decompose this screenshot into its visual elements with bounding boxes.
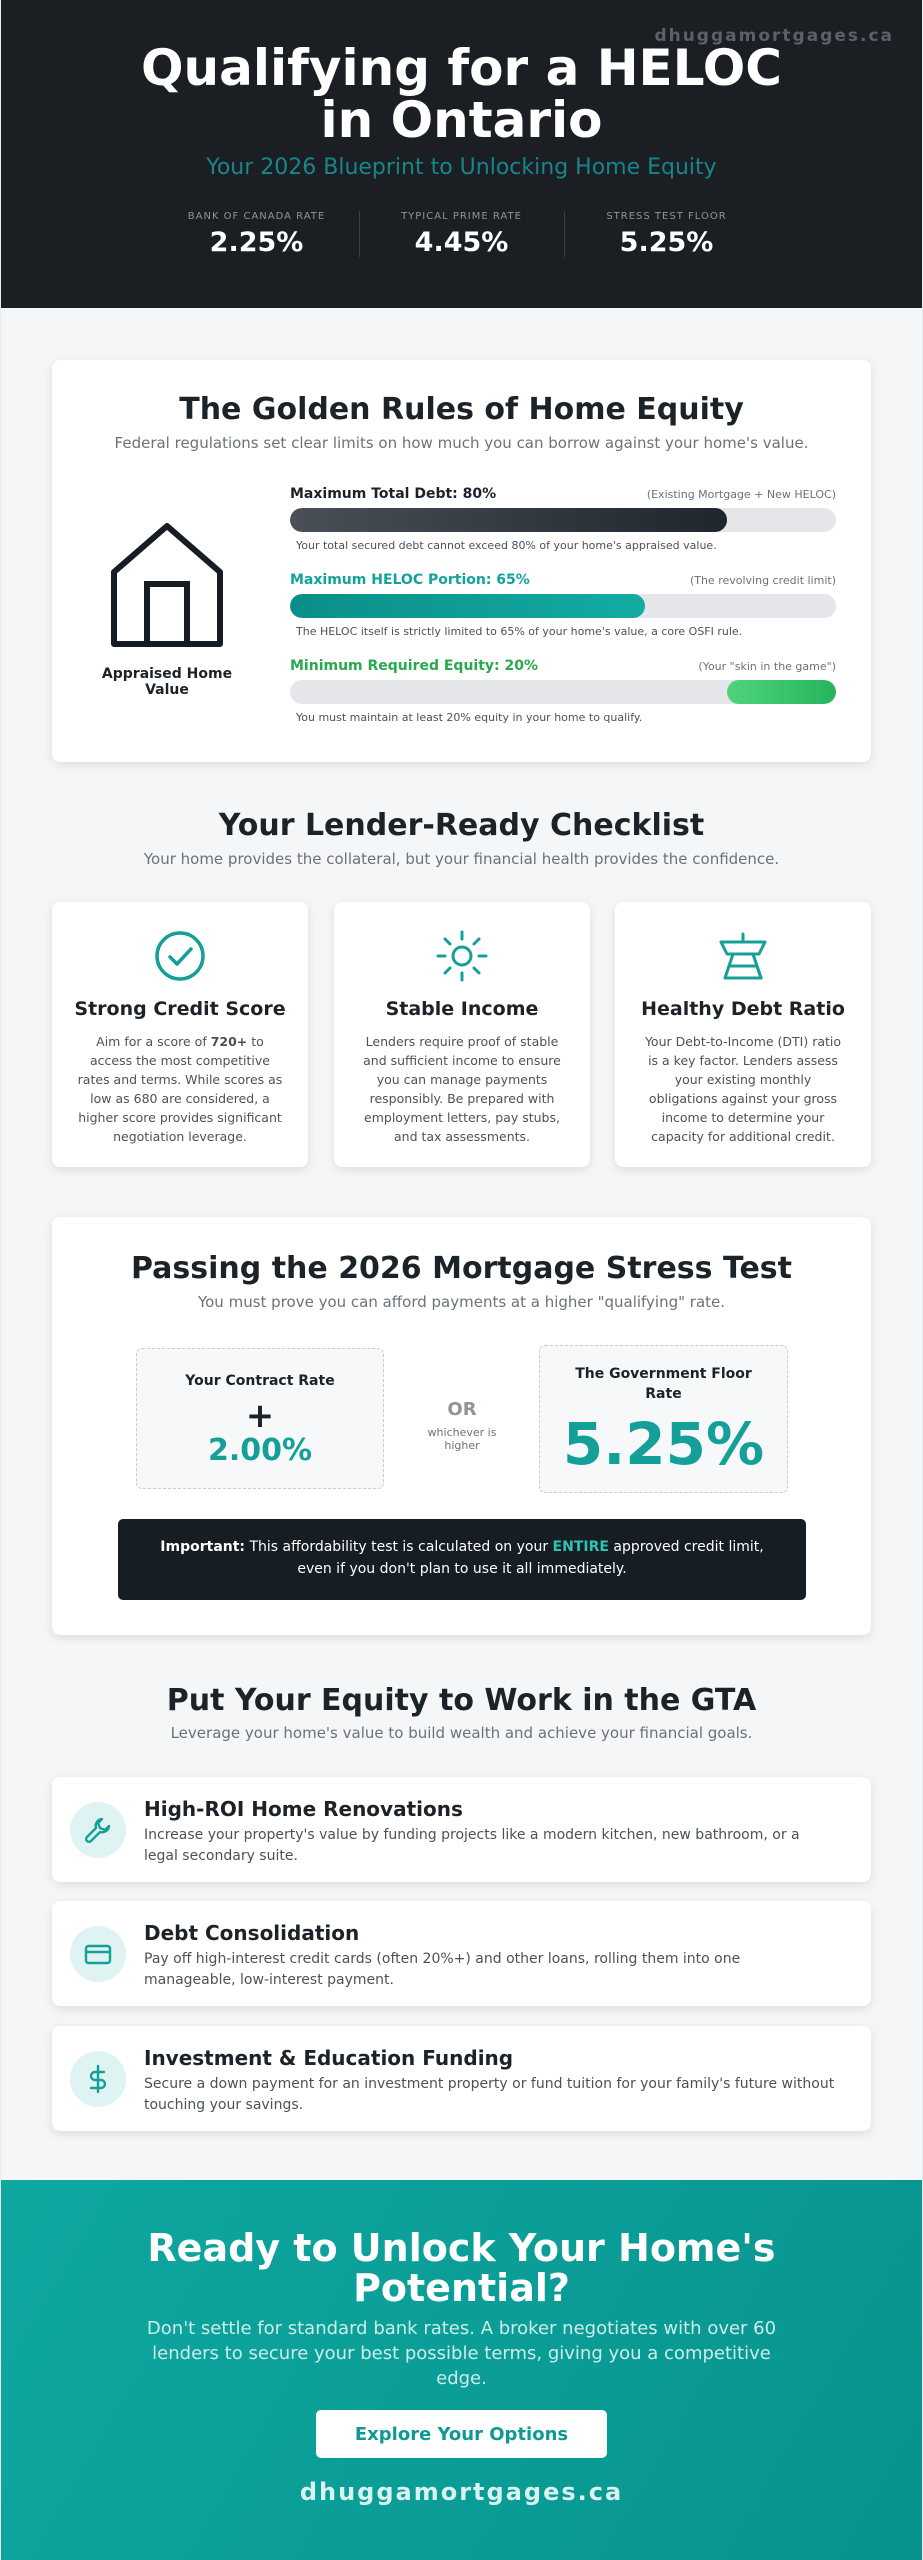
use-card-debt-consolidation bbox=[52, 1901, 871, 2006]
rate-label: TYPICAL PRIME RATE bbox=[401, 211, 522, 222]
bar-track bbox=[290, 508, 836, 532]
bar-fill bbox=[727, 680, 836, 704]
checklist-card-title: Stable Income bbox=[385, 998, 539, 1020]
rate-value: 5.25% bbox=[619, 227, 714, 258]
rate-label: STRESS TEST FLOOR bbox=[606, 211, 727, 222]
rate-prime bbox=[359, 211, 564, 258]
golden-rules-subtitle: Federal regulations set clear limits on how much you can borrow against your home's value. bbox=[114, 434, 809, 452]
notice-bold: Important: bbox=[160, 1539, 246, 1555]
checklist-card-text: Your Debt-to-Income (DTI) ratio is a key factor. Lenders assess your existing monthly obligations against your gross income to determine your capacity for additional credit. bbox=[644, 1034, 842, 1144]
bar-note: (Your "skin in the game") bbox=[698, 660, 836, 673]
floor-rate-value: 5.25% bbox=[562, 1410, 765, 1478]
use-card-title: Debt Consolidation bbox=[144, 1921, 360, 1945]
rate-stress-floor bbox=[564, 211, 769, 258]
stress-test-card bbox=[52, 1217, 871, 1635]
bar-title: Minimum Required Equity: 20% bbox=[290, 658, 539, 674]
checklist-card-title: Healthy Debt Ratio bbox=[641, 998, 845, 1020]
notice-highlight: ENTIRE bbox=[552, 1539, 609, 1555]
bar-max-total-debt bbox=[290, 486, 836, 572]
limit-bars bbox=[290, 486, 836, 744]
checklist-card-text: Aim for a score of 720+ to access the most competitive rates and terms. While scores as low as 680 are considered, a higher score provides significant negotiation leverage. bbox=[77, 1034, 283, 1144]
bar-fill bbox=[290, 594, 645, 618]
rate-value: 4.45% bbox=[414, 227, 509, 258]
stress-test-subtitle: You must prove you can afford payments at a higher "qualifying" rate. bbox=[197, 1293, 726, 1311]
checklist-card-text: Lenders require proof of stable and sufficient income to ensure you can manage payments responsibly. Be prepared with employment letters, pay stubs, and tax assessments. bbox=[363, 1034, 561, 1144]
cta-text: Don't settle for standard bank rates. A broker negotiates with over 60 lenders to secure your best possible terms, giving you a competitive edge. bbox=[146, 2318, 777, 2389]
page bbox=[1, 0, 922, 2560]
check-circle-icon bbox=[152, 928, 208, 984]
use-card-title: Investment & Education Funding bbox=[144, 2046, 514, 2070]
bar-note: (Existing Mortgage + New HELOC) bbox=[646, 488, 836, 501]
use-card-title: High-ROI Home Renovations bbox=[144, 1797, 463, 1821]
rate-value: 2.25% bbox=[209, 227, 304, 258]
footer-brand[interactable]: dhuggamortgages.ca bbox=[299, 2478, 624, 2506]
hero-header bbox=[1, 0, 922, 308]
bar-description: You must maintain at least 20% equity in your home to qualify. bbox=[296, 711, 643, 724]
bar-track bbox=[290, 680, 836, 704]
bar-description: Your total secured debt cannot exceed 80% of your home's appraised value. bbox=[296, 539, 717, 552]
cta-section bbox=[1, 2180, 922, 2560]
dollar-icon bbox=[70, 2051, 126, 2107]
house-label: Appraised Home Value bbox=[101, 666, 233, 698]
sun-icon bbox=[434, 928, 490, 984]
bar-fill bbox=[290, 508, 727, 532]
explore-options-button[interactable]: Explore Your Options bbox=[316, 2410, 607, 2458]
checklist-card-debt-ratio bbox=[615, 902, 871, 1167]
or-divider bbox=[412, 1399, 512, 1452]
bar-title: Maximum HELOC Portion: 65% bbox=[290, 572, 530, 588]
use-card-text: Increase your property's value by funding projects like a modern kitchen, new bathroom, or a legal secondary suite. bbox=[144, 1827, 800, 1864]
important-notice: Important: This affordability test is calculated on your ENTIRE approved credit limit, even if you don't plan to use it all immediately. bbox=[118, 1519, 806, 1600]
cta-title: Ready to Unlock Your Home's Potential? bbox=[147, 2226, 776, 2310]
bar-max-heloc bbox=[290, 572, 836, 658]
or-sublabel: whichever is higher bbox=[427, 1426, 497, 1452]
page-subtitle: Your 2026 Blueprint to Unlocking Home Equity bbox=[206, 155, 717, 180]
use-card-investment bbox=[52, 2026, 871, 2131]
scale-icon bbox=[715, 928, 771, 984]
use-card-text: Pay off high-interest credit cards (often 20%+) and other loans, rolling them into one manageable, low-interest payment. bbox=[144, 1951, 741, 1988]
house-illustration bbox=[82, 520, 252, 698]
page-title: Qualifying for a HELOC in Ontario bbox=[141, 39, 782, 149]
checklist-subtitle: Your home provides the collateral, but your financial health provides the confidence. bbox=[143, 850, 780, 868]
checklist-card-credit bbox=[52, 902, 308, 1167]
plus-sign: + bbox=[245, 1396, 275, 1436]
uses-subtitle: Leverage your home's value to build wealth and achieve your financial goals. bbox=[170, 1724, 753, 1742]
checklist-title: Your Lender-Ready Checklist bbox=[218, 808, 705, 843]
house-icon bbox=[108, 520, 226, 650]
uses-title: Put Your Equity to Work in the GTA bbox=[166, 1683, 757, 1718]
brand-name[interactable]: dhuggamortgages.ca bbox=[654, 26, 894, 46]
stress-test-title: Passing the 2026 Mortgage Stress Test bbox=[131, 1251, 792, 1286]
use-card-renovations bbox=[52, 1777, 871, 1882]
wrench-icon bbox=[70, 1802, 126, 1858]
bar-track bbox=[290, 594, 836, 618]
bar-note: (The revolving credit limit) bbox=[689, 574, 836, 587]
use-card-text: Secure a down payment for an investment property or fund tuition for your family's future without touching your savings. bbox=[144, 2076, 835, 2113]
bar-description: The HELOC itself is strictly limited to 65% of your home's value, a core OSFI rule. bbox=[296, 625, 743, 638]
or-label: OR bbox=[447, 1399, 477, 1420]
floor-rate-label: The Government Floor Rate bbox=[575, 1366, 752, 1402]
contract-rate-box bbox=[136, 1348, 384, 1489]
floor-rate-box bbox=[539, 1345, 788, 1493]
checklist-card-title: Strong Credit Score bbox=[74, 998, 286, 1020]
contract-rate-value: 2.00% bbox=[207, 1433, 313, 1468]
rate-label: BANK OF CANADA RATE bbox=[187, 211, 326, 222]
contract-rate-label: Your Contract Rate bbox=[185, 1373, 335, 1389]
golden-rules-card bbox=[52, 360, 871, 762]
bar-title: Maximum Total Debt: 80% bbox=[290, 486, 497, 502]
golden-rules-title: The Golden Rules of Home Equity bbox=[179, 392, 744, 427]
rates-row bbox=[1, 211, 922, 258]
bar-min-equity bbox=[290, 658, 836, 744]
checklist-card-income bbox=[334, 902, 590, 1167]
credit-card-icon bbox=[70, 1926, 126, 1982]
rate-bank-of-canada bbox=[154, 211, 359, 258]
